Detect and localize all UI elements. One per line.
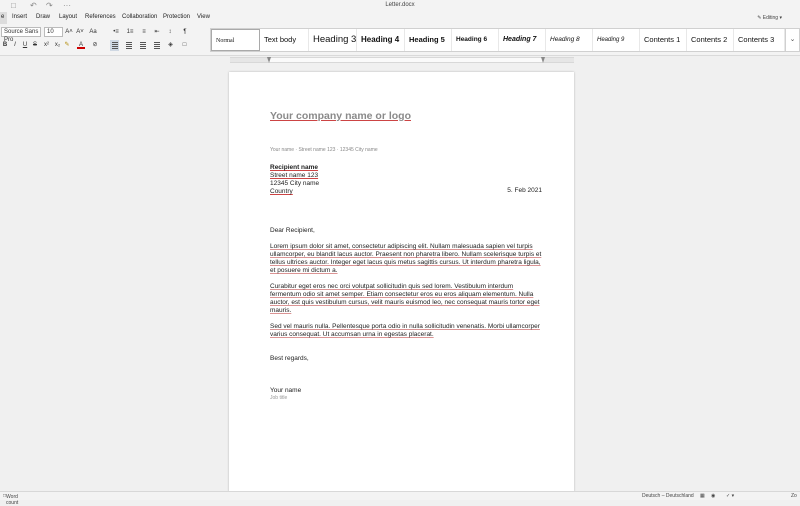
language-selector[interactable]: Deutsch – Deutschland — [642, 493, 694, 499]
sender-line[interactable]: Your name · Street name 123 · 12345 City name — [270, 147, 378, 153]
multilevel-list-icon[interactable]: ≡ — [142, 29, 146, 35]
italic-button[interactable]: I — [14, 42, 16, 48]
editing-mode-dropdown[interactable]: ✎ Editing ▾ — [757, 15, 782, 21]
style-heading-5[interactable]: Heading 5 — [405, 29, 452, 51]
letter-date[interactable]: 5. Feb 2021 — [507, 187, 542, 194]
body-paragraph[interactable]: Sed vel mauris nulla. Pellentesque porta odio in nulla sollicitudin venenatis. Morbi ullamcorper varius consequat. Ut accumsan urna in egestas placerat. — [270, 323, 540, 338]
body-paragraph[interactable]: Lorem ipsum dolor sit amet, consectetur adipiscing elit. Nullam malesuada sapien vel turpis ullamcorper, eu blandit lacus auctor. Praesent non pharetra libero. Nullam scelerisque turpis et tellus ultrices auctor. Integer eget lacus quis metus sagittis cursus. Ut interdum pharetra ligula, et posuere mi dictum a. — [270, 243, 542, 274]
document-page[interactable] — [229, 72, 574, 492]
save-icon[interactable]: □ — [11, 1, 16, 10]
zoom-label[interactable]: Zo — [791, 493, 797, 499]
style-heading-3[interactable]: Heading 3 — [309, 29, 357, 51]
word-count-button[interactable]: □ Word count — [3, 493, 19, 506]
status-bar — [0, 491, 800, 506]
ruler-text-area — [268, 58, 543, 62]
menu-draw[interactable]: Draw — [36, 14, 51, 20]
style-normal[interactable]: Normal — [211, 29, 260, 51]
justify-button[interactable] — [152, 40, 161, 51]
redo-icon[interactable]: ↷ — [46, 1, 53, 10]
font-color-icon[interactable]: A — [78, 42, 83, 48]
closing[interactable]: Best regards, — [270, 355, 309, 362]
salutation[interactable]: Dear Recipient, — [270, 227, 315, 234]
style-contents-3[interactable]: Contents 3 — [734, 29, 785, 51]
line-spacing-icon[interactable]: ↕ — [168, 29, 172, 35]
menu-protection[interactable]: Protection — [163, 14, 191, 20]
change-case-button[interactable]: Aa — [89, 29, 97, 35]
signature-name[interactable]: Your name — [270, 387, 302, 394]
subscript-button[interactable]: x₂ — [54, 42, 61, 48]
window-title: Letter.docx — [385, 2, 415, 8]
strikethrough-button[interactable]: S — [32, 42, 37, 48]
menu-file[interactable]: e — [0, 12, 7, 24]
chevron-down-icon[interactable]: ⌄ — [785, 29, 799, 51]
recipient-city: 12345 City name — [270, 180, 320, 187]
style-heading-9[interactable]: Heading 9 — [593, 29, 640, 51]
borders-icon[interactable]: □ — [182, 42, 187, 48]
style-text-body[interactable]: Text body — [260, 29, 309, 51]
align-left-button[interactable] — [110, 40, 119, 51]
layout-icon[interactable]: ▦ — [700, 493, 705, 499]
undo-icon[interactable]: ↶ — [30, 1, 37, 10]
recipient-name: Recipient name — [270, 164, 319, 171]
font-size-select[interactable]: 10 — [44, 27, 63, 37]
style-contents-1[interactable]: Contents 1 — [640, 29, 687, 51]
recipient-country: Country — [270, 188, 293, 195]
menu-bar — [0, 12, 800, 24]
numbering-icon[interactable]: 1≡ — [126, 29, 134, 35]
superscript-button[interactable]: x² — [44, 42, 49, 48]
shrink-font-button[interactable]: A˅ — [76, 29, 84, 35]
menu-insert[interactable]: Insert — [12, 14, 28, 20]
clear-formatting-icon[interactable]: ⊘ — [92, 42, 98, 48]
horizontal-ruler[interactable] — [230, 57, 574, 63]
style-heading-8[interactable]: Heading 8 — [546, 29, 593, 51]
menu-layout[interactable]: Layout — [59, 14, 78, 20]
menu-view[interactable]: View — [197, 14, 210, 20]
grow-font-button[interactable]: A˄ — [65, 29, 73, 35]
recipient-street: Street name 123 — [270, 172, 319, 179]
company-name-placeholder[interactable]: Your company name or logo — [270, 110, 411, 122]
style-heading-7[interactable]: Heading 7 — [499, 29, 546, 51]
menu-references[interactable]: References — [85, 14, 116, 20]
recipient-address[interactable] — [270, 164, 319, 196]
style-contents-2[interactable]: Contents 2 — [687, 29, 734, 51]
bullets-icon[interactable]: •≡ — [113, 29, 119, 35]
globe-icon[interactable]: ◉ — [711, 493, 716, 499]
job-title[interactable]: Job title — [270, 395, 288, 401]
bold-button[interactable]: B — [2, 42, 8, 48]
more-icon[interactable]: ··· — [63, 1, 71, 10]
style-heading-6[interactable]: Heading 6 — [452, 29, 499, 51]
style-gallery — [210, 28, 800, 52]
menu-collaboration[interactable]: Collaboration — [122, 14, 158, 20]
body-paragraph[interactable]: Curabitur eget eros nec orci volutpat sollicitudin quis sed lorem. Vestibulum interdum fermentum odio sit amet semper. Etiam consectetur eros eu eros aliquam elementum. Nulla auctor, est quis vestibulum cursus, velit mauris euismod leo, nec consequat mauris tortor eget mauris. — [270, 283, 540, 314]
align-center-button[interactable] — [124, 40, 133, 51]
style-heading-4[interactable]: Heading 4 — [357, 29, 405, 51]
shading-icon[interactable]: ◈ — [168, 42, 173, 48]
font-name-select[interactable]: Source Sans Pro — [1, 27, 41, 37]
highlight-color-icon[interactable]: ✎ — [64, 42, 70, 48]
align-right-button[interactable] — [138, 40, 147, 51]
decrease-indent-icon[interactable]: ⇤ — [154, 29, 160, 35]
title-bar — [0, 0, 800, 12]
spellcheck-icon[interactable]: ✓ ▾ — [726, 493, 735, 499]
paragraph-mark-icon[interactable]: ¶ — [183, 29, 187, 35]
underline-button[interactable]: U — [22, 42, 28, 48]
